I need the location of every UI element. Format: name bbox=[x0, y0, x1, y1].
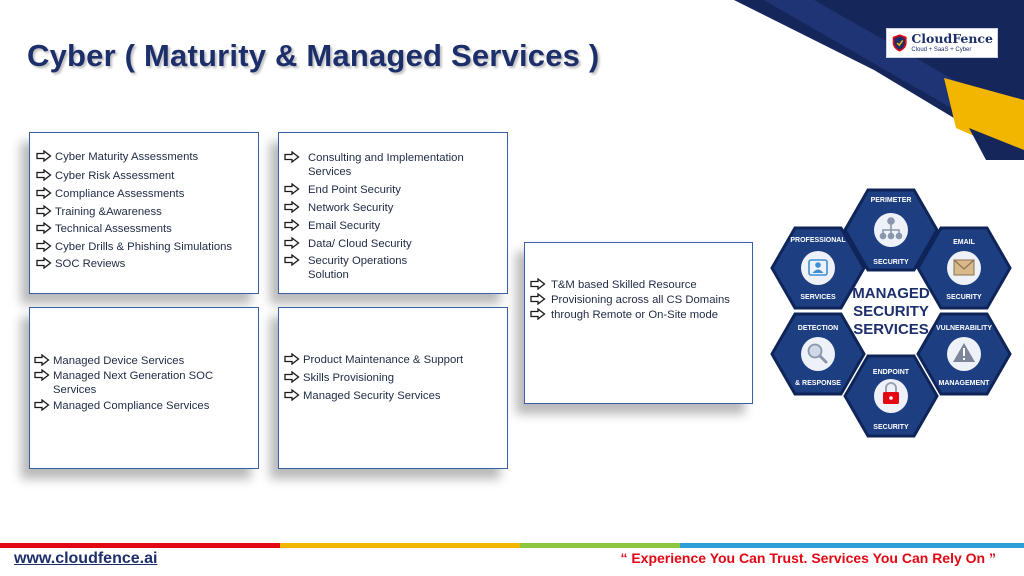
logo-tagline: Cloud + SaaS + Cyber bbox=[911, 47, 972, 54]
page-title: Cyber ( Maturity & Managed Services ) bbox=[27, 38, 600, 73]
perimeter-label-bottom: SECURITY bbox=[873, 259, 909, 266]
website-link[interactable]: www.cloudfence.ai bbox=[14, 550, 158, 567]
list-item: Compliance Assessments bbox=[36, 187, 184, 201]
center-line-2: SECURITY bbox=[853, 303, 929, 320]
arrow-icon bbox=[36, 187, 52, 199]
footer-stripe-red bbox=[0, 543, 280, 548]
list-item: Managed Next Generation SOC Services bbox=[34, 369, 244, 397]
center-hex bbox=[845, 272, 937, 352]
arrow-icon bbox=[284, 254, 300, 266]
endpoint-label-top: ENDPOINT bbox=[872, 369, 910, 376]
list-item: SOC Reviews bbox=[36, 257, 125, 271]
arrow-icon bbox=[36, 169, 52, 181]
list-item: Data/ Cloud Security bbox=[284, 237, 412, 251]
email-label-top: EMAIL bbox=[953, 239, 975, 246]
arrow-icon bbox=[284, 219, 300, 231]
footer-tagline: “ Experience You Can Trust. Services You Can Rely On ” bbox=[620, 550, 996, 566]
arrow-icon bbox=[36, 205, 52, 217]
detection-hex bbox=[772, 314, 864, 394]
footer-stripe-green bbox=[520, 543, 680, 548]
corner-decoration bbox=[724, 0, 1024, 160]
list-item: Email Security bbox=[284, 219, 380, 233]
endpoint-hex bbox=[845, 356, 937, 436]
arrow-icon bbox=[530, 308, 546, 323]
arrow-icon bbox=[284, 201, 300, 213]
center-line-1: MANAGED bbox=[852, 285, 930, 302]
product-support-box bbox=[278, 307, 508, 469]
tm-resource-box bbox=[524, 242, 753, 404]
professional-label-top: PROFESSIONAL bbox=[790, 237, 846, 244]
list-item: Training &Awareness bbox=[36, 205, 162, 219]
detection-label-top: DETECTION bbox=[797, 325, 839, 332]
arrow-icon bbox=[530, 293, 546, 308]
professional-label-bottom: SERVICES bbox=[800, 294, 836, 301]
footer-stripe-teal bbox=[680, 543, 1024, 548]
cloudfence-logo bbox=[886, 28, 998, 58]
list-item: Managed Security Services bbox=[284, 389, 441, 403]
arrow-icon bbox=[34, 369, 50, 381]
managed-security-hexagon bbox=[766, 180, 1016, 442]
arrow-icon bbox=[36, 240, 52, 252]
list-item: Managed Compliance Services bbox=[34, 399, 209, 413]
list-item: Product Maintenance & Support bbox=[284, 353, 463, 367]
arrow-icon bbox=[34, 399, 50, 411]
arrow-icon bbox=[284, 371, 300, 383]
list-item: Technical Assessments bbox=[36, 222, 172, 236]
endpoint-label-bottom: SECURITY bbox=[873, 424, 909, 431]
perimeter-label-top: PERIMETER bbox=[870, 197, 912, 204]
detection-label-bottom: & RESPONSE bbox=[795, 380, 841, 387]
list-item: Cyber Risk Assessment bbox=[36, 169, 174, 183]
list-item: Security Operations Solution bbox=[284, 254, 444, 282]
arrow-icon bbox=[36, 257, 52, 269]
center-line-3: SERVICES bbox=[853, 321, 929, 338]
arrow-icon bbox=[284, 353, 300, 365]
list-item: Managed Device Services bbox=[34, 354, 184, 368]
list-item: Consulting and Implementation Services bbox=[284, 151, 499, 179]
list-item: End Point Security bbox=[284, 183, 401, 197]
arrow-icon bbox=[284, 237, 300, 249]
tm-arrows bbox=[530, 278, 549, 323]
footer-stripe-gold bbox=[280, 543, 520, 548]
shield-icon bbox=[891, 32, 908, 54]
vulnerability-label-bottom: MANAGEMENT bbox=[938, 380, 990, 387]
email-label-bottom: SECURITY bbox=[946, 294, 982, 301]
vulnerability-label-top: VULNERABILITY bbox=[936, 325, 992, 332]
arrow-icon bbox=[36, 150, 52, 162]
arrow-icon bbox=[284, 183, 300, 195]
arrow-icon bbox=[36, 222, 52, 234]
envelope-icon bbox=[954, 260, 974, 275]
arrow-icon bbox=[530, 278, 546, 293]
list-item: Cyber Maturity Assessments bbox=[36, 150, 198, 164]
list-item: Cyber Drills & Phishing Simulations bbox=[36, 240, 232, 254]
list-item: Network Security bbox=[284, 201, 393, 215]
logo-brand: CloudFence bbox=[911, 30, 993, 46]
tm-description: T&M based Skilled Resource Provisioning across all CS Domains through Remote or On-Site mode bbox=[551, 279, 730, 321]
list-item: Skills Provisioning bbox=[284, 371, 394, 385]
arrow-icon bbox=[284, 389, 300, 401]
arrow-icon bbox=[34, 354, 50, 366]
vulnerability-hex bbox=[918, 314, 1010, 394]
arrow-icon bbox=[284, 151, 300, 163]
